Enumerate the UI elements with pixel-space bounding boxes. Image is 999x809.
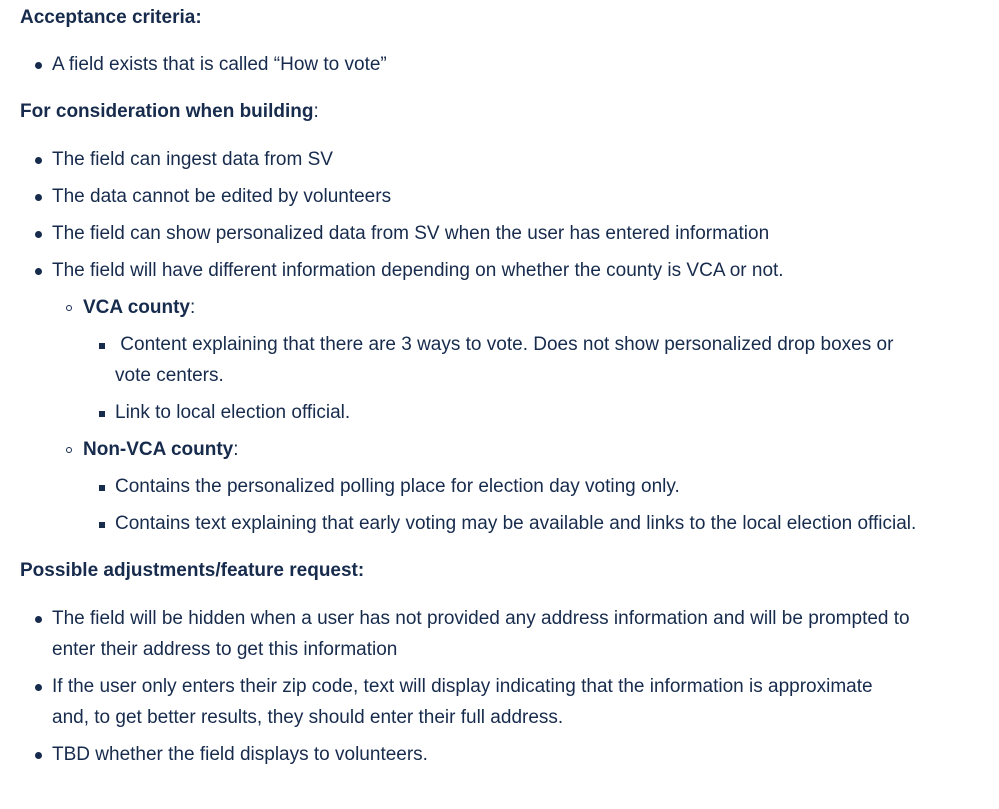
square-bullet-icon <box>99 411 105 417</box>
list-item-text: Link to local election official. <box>115 402 351 423</box>
adjustments-heading-text: Possible adjustments/feature request: <box>20 560 365 581</box>
square-bullet-icon <box>99 343 105 349</box>
consideration-heading-suffix: : <box>313 101 319 122</box>
bullet-icon <box>35 752 42 759</box>
circle-bullet-icon <box>66 305 72 311</box>
list-item-text: The field will have different information depending on whether the county is VCA or not. <box>52 260 784 281</box>
non-vca-county-label: Non-VCA county <box>83 439 234 460</box>
bullet-icon <box>35 157 42 164</box>
list-item-text: The data cannot be edited by volunteers <box>52 186 392 207</box>
bullet-icon <box>35 194 42 201</box>
vca-county-suffix: : <box>189 297 196 318</box>
list-item-text: TBD whether the field displays to volunteers. <box>52 744 428 765</box>
non-vca-county-suffix: : <box>233 439 239 460</box>
non-vca-county-text <box>83 438 239 462</box>
bullet-icon <box>35 616 42 623</box>
square-bullet-icon <box>99 485 105 491</box>
acceptance-heading <box>20 6 999 30</box>
consideration-heading <box>20 100 999 124</box>
vca-county-text <box>83 296 195 320</box>
circle-bullet-icon <box>66 447 72 453</box>
list-item-text: If the user only enters their zip code, text will display indicating that the information is approximate <box>52 676 873 697</box>
consideration-heading-text: For consideration when building <box>20 101 314 122</box>
acceptance-heading-text: Acceptance criteria: <box>20 7 202 28</box>
bullet-icon <box>35 684 42 691</box>
square-bullet-icon <box>99 522 105 528</box>
list-item-text: Content explaining that there are 3 ways to vote. Does not show personalized drop boxes or <box>115 334 894 355</box>
list-item-text: The field can ingest data from SV <box>52 149 333 170</box>
bullet-icon <box>35 62 42 69</box>
bullet-icon <box>35 268 42 275</box>
bullet-icon <box>35 231 42 238</box>
list-item-text: The field will be hidden when a user has not provided any address information and will be prompted to <box>52 608 910 629</box>
adjustments-heading <box>20 559 999 583</box>
list-item-text: A field exists that is called “How to vote” <box>52 54 387 75</box>
list-item-text: Contains text explaining that early voting may be available and links to the local election official. <box>115 513 917 534</box>
list-item-text: Contains the personalized polling place for election day voting only. <box>115 476 680 497</box>
list-item-text: and, to get better results, they should enter their full address. <box>52 707 564 728</box>
list-item-text: enter their address to get this information <box>52 639 398 660</box>
list-item-text: vote centers. <box>115 365 224 386</box>
vca-county-label: VCA county <box>83 297 190 318</box>
list-item-text: The field can show personalized data from SV when the user has entered information <box>52 223 770 244</box>
